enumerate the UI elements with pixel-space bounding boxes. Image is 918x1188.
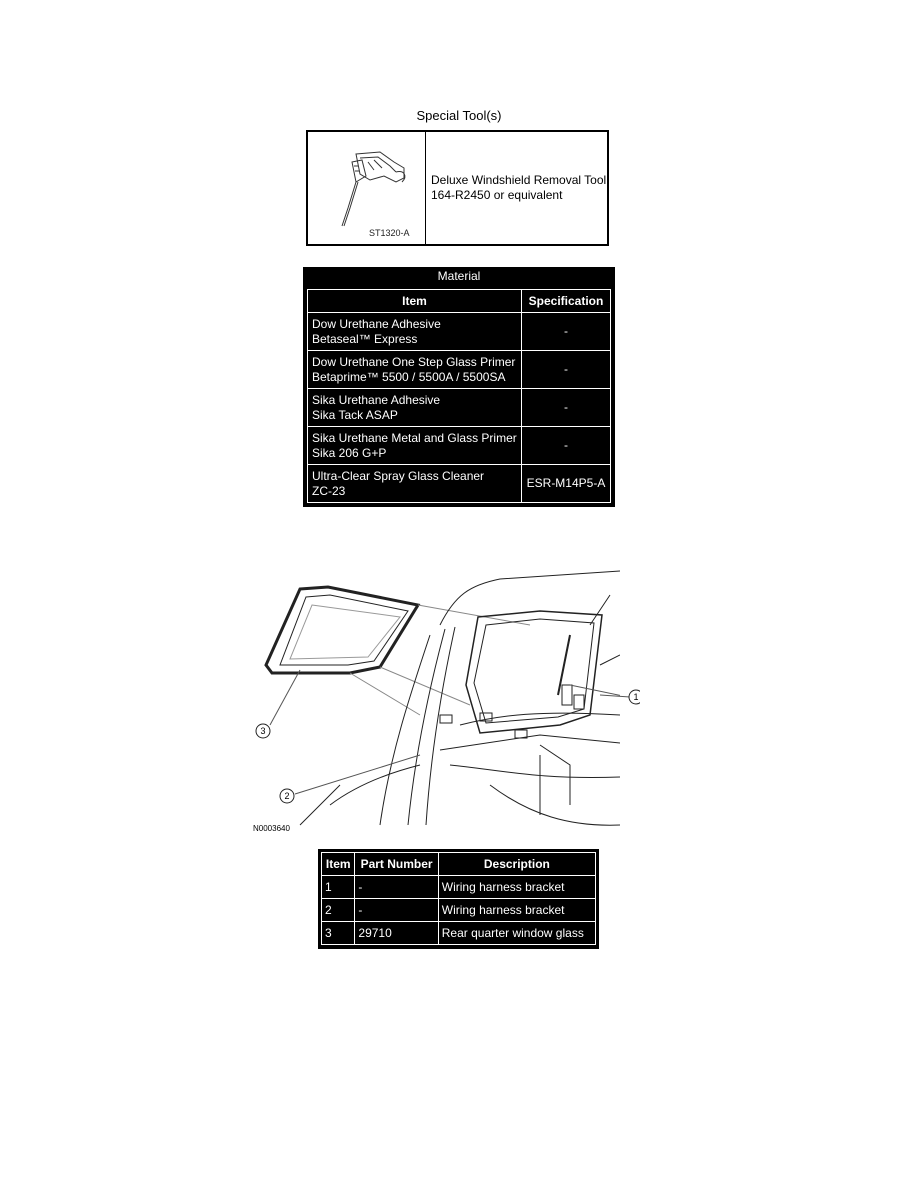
material-spec: - <box>522 389 611 427</box>
parts-header-description: Description <box>438 853 595 876</box>
material-product: Betaprime™ 5500 / 5500A / 5500SA <box>312 369 506 384</box>
part-description: Wiring harness bracket <box>438 876 595 899</box>
part-number: - <box>355 876 438 899</box>
rear-quarter-window-diagram <box>240 565 620 830</box>
special-tools-box <box>306 130 609 246</box>
material-row <box>308 313 611 351</box>
parts-header-item: Item <box>322 853 355 876</box>
diagram-code: N0003640 <box>253 824 290 833</box>
vehicle-body-opening <box>300 571 620 825</box>
tool-code: ST1320-A <box>369 228 410 238</box>
material-title: Material <box>437 269 481 283</box>
material-spec: ESR-M14P5-A <box>522 465 611 503</box>
material-name: Sika Urethane Metal and Glass Primer <box>312 430 517 445</box>
special-tools-caption: Special Tool(s) <box>416 108 502 123</box>
callout-2-label: 2 <box>284 791 290 801</box>
part-item: 1 <box>322 876 355 899</box>
material-product: Sika Tack ASAP <box>312 407 398 422</box>
material-row <box>308 351 611 389</box>
material-name: Ultra-Clear Spray Glass Cleaner <box>312 468 485 483</box>
material-product: Betaseal™ Express <box>312 331 418 346</box>
part-number: 29710 <box>355 922 438 945</box>
tool-image-cell <box>308 132 426 244</box>
table-row <box>322 922 596 945</box>
material-row <box>308 389 611 427</box>
tool-description-number: 164-R2450 or equivalent <box>431 188 563 202</box>
part-description: Rear quarter window glass <box>438 922 595 945</box>
material-spec: - <box>522 351 611 389</box>
callout-3-label: 3 <box>260 726 266 736</box>
table-row <box>322 876 596 899</box>
material-name: Dow Urethane Adhesive <box>312 316 441 331</box>
part-number: - <box>355 899 438 922</box>
material-table <box>303 267 615 507</box>
material-spec: - <box>522 427 611 465</box>
part-description: Wiring harness bracket <box>438 899 595 922</box>
tool-description-name: Deluxe Windshield Removal Tool <box>431 173 607 187</box>
part-item: 2 <box>322 899 355 922</box>
material-row <box>308 465 611 503</box>
material-name: Sika Urethane Adhesive <box>312 392 441 407</box>
window-glass-panel <box>266 587 418 673</box>
callout-1-label: 1 <box>633 692 639 702</box>
material-header-specification: Specification <box>522 290 611 313</box>
material-product: ZC-23 <box>312 483 346 498</box>
parts-header-part-number: Part Number <box>355 853 438 876</box>
material-product: Sika 206 G+P <box>312 445 387 460</box>
material-spec: - <box>522 313 611 351</box>
material-name: Dow Urethane One Step Glass Primer <box>312 354 516 369</box>
part-item: 3 <box>322 922 355 945</box>
tool-description-cell <box>426 132 607 244</box>
material-row <box>308 427 611 465</box>
table-row <box>322 899 596 922</box>
parts-table <box>318 849 599 949</box>
material-header-item: Item <box>308 290 522 313</box>
callout-1-marker <box>600 685 640 709</box>
